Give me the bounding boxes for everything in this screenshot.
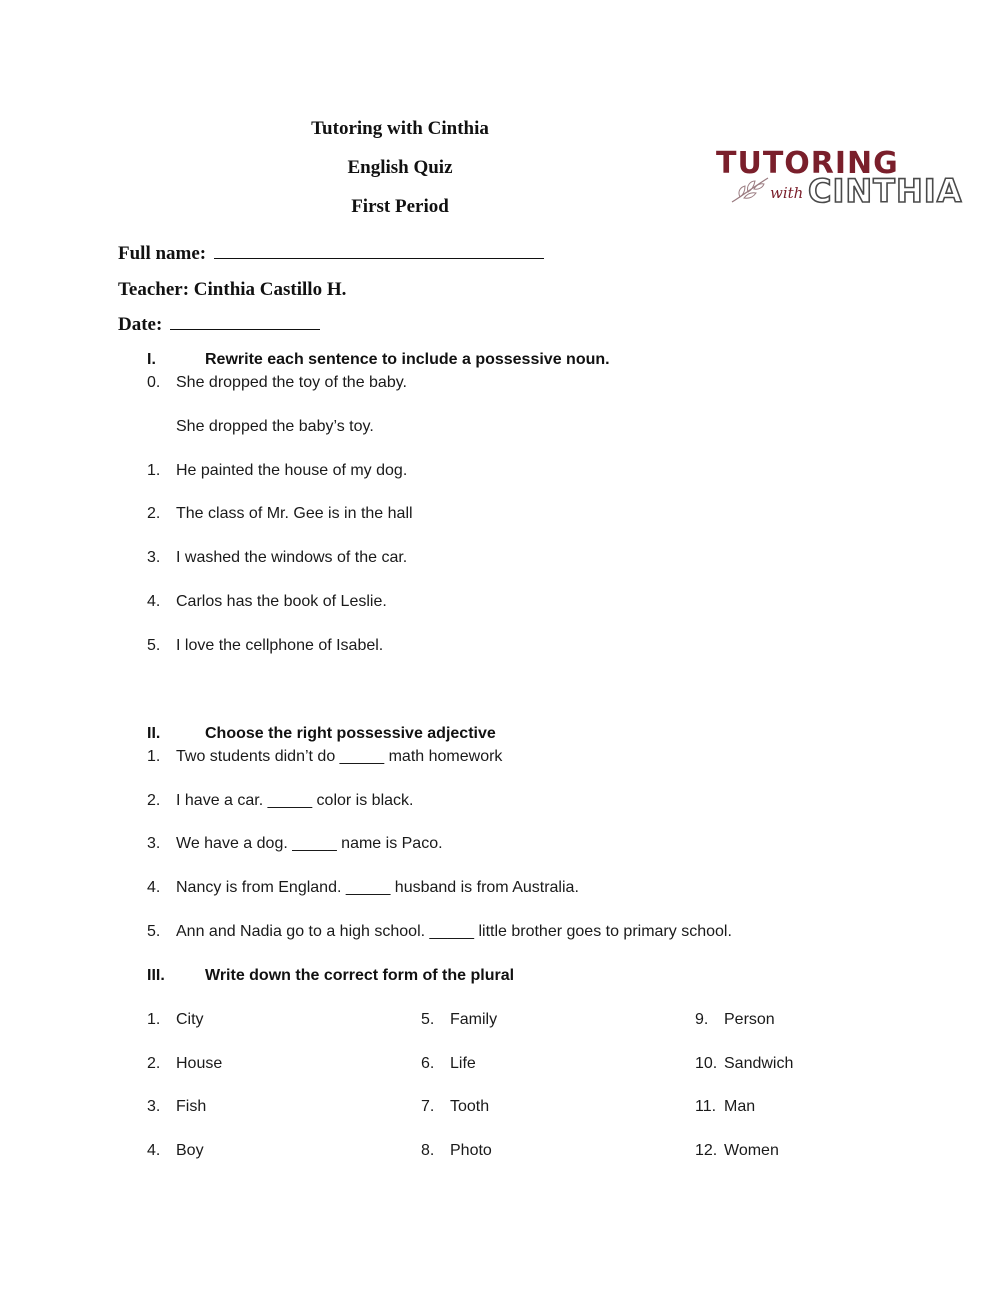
section-1-title: I. Rewrite each sentence to include a possessive noun.: [147, 351, 610, 368]
date-field: [118, 314, 320, 336]
list-item: 3. I washed the windows of the car.: [147, 549, 408, 566]
full-name-field: [118, 243, 544, 265]
quiz-title: English Quiz: [347, 157, 453, 178]
plural-item: 9. Person: [695, 1011, 775, 1028]
tutoring-logo: [716, 146, 961, 212]
plural-item: 12. Women: [695, 1142, 779, 1159]
list-item: 3. We have a dog. _____ name is Paco.: [147, 835, 443, 852]
full-name-blank[interactable]: [214, 244, 544, 259]
list-item: 5. I love the cellphone of Isabel.: [147, 637, 384, 654]
section-3-title: III. Write down the correct form of the plural: [147, 967, 515, 984]
section-2-title: II. Choose the right possessive adjective: [147, 725, 496, 742]
example-answer: She dropped the baby’s toy.: [176, 418, 374, 435]
date-label: Date:: [118, 314, 163, 335]
list-item: 2. I have a car. _____ color is black.: [147, 792, 414, 809]
leaf-icon: [728, 172, 776, 208]
list-item: 1. Two students didn’t do _____ math homework: [147, 748, 503, 765]
list-item: 4. Carlos has the book of Leslie.: [147, 593, 387, 610]
list-item: 5. Ann and Nadia go to a high school. _____ little brother goes to primary school.: [147, 923, 732, 940]
plural-item: 2. House: [147, 1055, 223, 1072]
plural-item: 8. Photo: [421, 1142, 492, 1159]
list-item: 2. The class of Mr. Gee is in the hall: [147, 505, 413, 522]
plural-item: 1. City: [147, 1011, 204, 1028]
date-blank[interactable]: [170, 315, 320, 330]
logo-top-text: TUTORING: [716, 146, 899, 181]
plural-item: 5. Family: [421, 1011, 498, 1028]
plural-item: 10. Sandwich: [695, 1055, 794, 1072]
full-name-label: Full name:: [118, 243, 207, 264]
plural-item: 4. Boy: [147, 1142, 204, 1159]
plural-item: 6. Life: [421, 1055, 476, 1072]
plural-item: 7. Tooth: [421, 1098, 490, 1115]
logo-with-text: with: [770, 184, 804, 202]
list-item: 0. She dropped the toy of the baby.: [147, 374, 407, 391]
org-title: Tutoring with Cinthia: [311, 118, 489, 139]
logo-name-text: CINTHIA: [808, 172, 963, 210]
plural-item: 11. Man: [695, 1098, 756, 1115]
period-title: First Period: [351, 196, 449, 217]
teacher-line: Teacher: Cinthia Castillo H.: [118, 279, 347, 300]
plural-item: 3. Fish: [147, 1098, 207, 1115]
list-item: 4. Nancy is from England. _____ husband is from Australia.: [147, 879, 579, 896]
list-item: 1. He painted the house of my dog.: [147, 462, 408, 479]
